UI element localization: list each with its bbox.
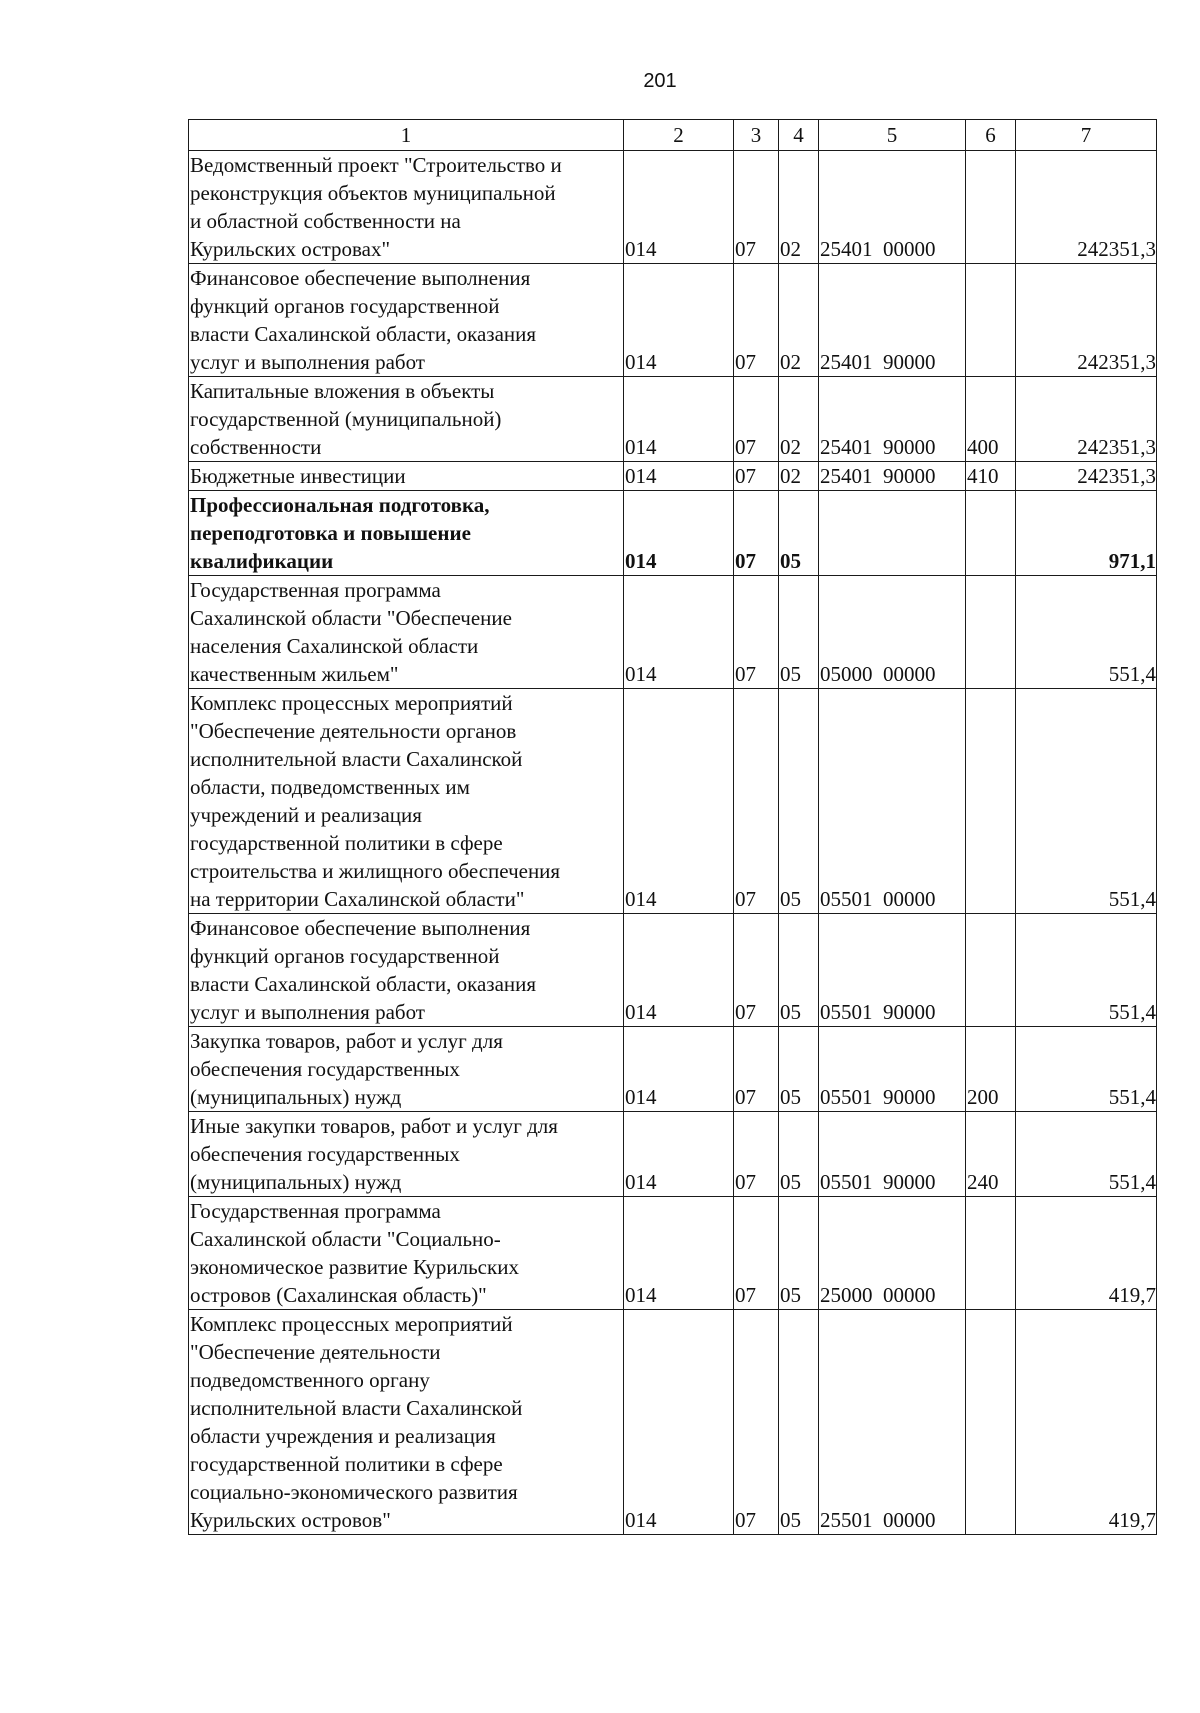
row-name: Иные закупки товаров, работ и услуг для обеспечения государственных (муниципальных) нужд [189,1112,624,1197]
code-section: 07 [734,1112,779,1197]
code-admin: 014 [624,1197,734,1310]
code-section: 07 [734,1310,779,1535]
row-name: Государственная программа Сахалинской области "Обеспечение населения Сахалинской области качественным жильем" [189,576,624,689]
code-subsection: 02 [779,377,819,462]
code-subsection: 02 [779,151,819,264]
amount: 551,4 [1016,1027,1157,1112]
table-row [189,576,1157,689]
amount: 242351,3 [1016,462,1157,491]
code-target: 25501 00000 [819,1310,966,1535]
code-subsection: 05 [779,689,819,914]
code-expense-type [966,914,1016,1027]
code-admin: 014 [624,576,734,689]
table-row [189,1197,1157,1310]
code-target: 05501 90000 [819,914,966,1027]
code-subsection: 05 [779,914,819,1027]
header-cell: 5 [819,120,966,151]
code-section: 07 [734,462,779,491]
header-cell: 2 [624,120,734,151]
row-name: Закупка товаров, работ и услуг для обеспечения государственных (муниципальных) нужд [189,1027,624,1112]
table-row [189,689,1157,914]
code-section: 07 [734,491,779,576]
code-target: 05501 90000 [819,1112,966,1197]
table-row [189,491,1157,576]
header-cell: 4 [779,120,819,151]
row-name: Комплекс процессных мероприятий "Обеспечение деятельности органов исполнительной власти Сахалинской области, подведомственных им учреждений и реализация государственной политики в сфере строительства и жилищного обеспечения на территории Сахалинской области" [189,689,624,914]
code-section: 07 [734,914,779,1027]
table-row [189,462,1157,491]
code-subsection: 05 [779,576,819,689]
row-name: Бюджетные инвестиции [189,462,624,491]
code-admin: 014 [624,1027,734,1112]
code-section: 07 [734,576,779,689]
code-admin: 014 [624,462,734,491]
code-target: 25401 00000 [819,151,966,264]
amount: 551,4 [1016,576,1157,689]
table-row [189,264,1157,377]
code-expense-type: 200 [966,1027,1016,1112]
code-expense-type: 410 [966,462,1016,491]
code-target [819,491,966,576]
table-row [189,1112,1157,1197]
code-expense-type [966,689,1016,914]
code-target: 25000 00000 [819,1197,966,1310]
code-admin: 014 [624,151,734,264]
table-row [189,1027,1157,1112]
table-body [189,151,1157,1535]
code-target: 05000 00000 [819,576,966,689]
header-row [189,120,1157,151]
table-row [189,1310,1157,1535]
amount: 551,4 [1016,1112,1157,1197]
code-admin: 014 [624,914,734,1027]
code-section: 07 [734,264,779,377]
code-admin: 014 [624,264,734,377]
code-subsection: 02 [779,264,819,377]
amount: 551,4 [1016,689,1157,914]
row-name: Капитальные вложения в объекты государственной (муниципальной) собственности [189,377,624,462]
code-expense-type [966,1197,1016,1310]
code-section: 07 [734,689,779,914]
amount: 971,1 [1016,491,1157,576]
code-expense-type [966,264,1016,377]
code-target: 05501 90000 [819,1027,966,1112]
header-cell: 6 [966,120,1016,151]
code-expense-type: 400 [966,377,1016,462]
code-admin: 014 [624,491,734,576]
amount: 551,4 [1016,914,1157,1027]
row-name: Финансовое обеспечение выполнения функций органов государственной власти Сахалинской области, оказания услуг и выполнения работ [189,914,624,1027]
header-cell: 1 [189,120,624,151]
row-name: Профессиональная подготовка, переподготовка и повышение квалификации [189,491,624,576]
code-section: 07 [734,377,779,462]
header-cell: 7 [1016,120,1157,151]
amount: 242351,3 [1016,377,1157,462]
code-subsection: 05 [779,1197,819,1310]
code-admin: 014 [624,1112,734,1197]
budget-table [188,119,1157,1535]
code-target: 25401 90000 [819,377,966,462]
code-admin: 014 [624,689,734,914]
code-expense-type: 240 [966,1112,1016,1197]
table-row [189,151,1157,264]
code-subsection: 05 [779,1310,819,1535]
code-subsection: 02 [779,462,819,491]
code-expense-type [966,491,1016,576]
code-subsection: 05 [779,1112,819,1197]
header-cell: 3 [734,120,779,151]
code-section: 07 [734,1197,779,1310]
code-expense-type [966,576,1016,689]
code-admin: 014 [624,377,734,462]
code-target: 25401 90000 [819,264,966,377]
row-name: Государственная программа Сахалинской области "Социально- экономическое развитие Курильских островов (Сахалинская область)" [189,1197,624,1310]
amount: 419,7 [1016,1310,1157,1535]
code-subsection: 05 [779,491,819,576]
amount: 242351,3 [1016,151,1157,264]
code-section: 07 [734,1027,779,1112]
code-subsection: 05 [779,1027,819,1112]
code-target: 25401 90000 [819,462,966,491]
row-name: Ведомственный проект "Строительство и реконструкция объектов муниципальной и областной собственности на Курильских островах" [189,151,624,264]
code-target: 05501 00000 [819,689,966,914]
code-section: 07 [734,151,779,264]
code-expense-type [966,151,1016,264]
table-row [189,377,1157,462]
page-number: 201 [643,70,677,92]
row-name: Комплекс процессных мероприятий "Обеспечение деятельности подведомственного органу исполнительной власти Сахалинской области учреждения и реализация государственной политики в сфере социально-экономического развития Курильских островов" [189,1310,624,1535]
amount: 242351,3 [1016,264,1157,377]
amount: 419,7 [1016,1197,1157,1310]
row-name: Финансовое обеспечение выполнения функций органов государственной власти Сахалинской области, оказания услуг и выполнения работ [189,264,624,377]
code-admin: 014 [624,1310,734,1535]
code-expense-type [966,1310,1016,1535]
table-row [189,914,1157,1027]
